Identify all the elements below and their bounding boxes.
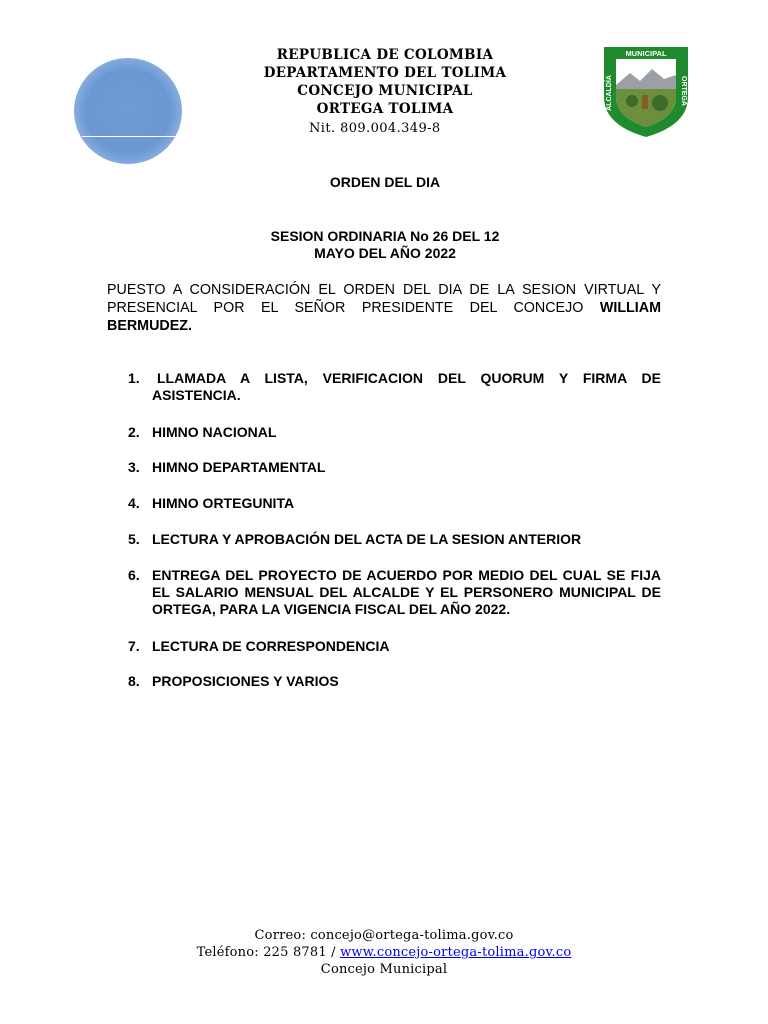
agenda-item-3 xyxy=(128,459,661,476)
intro-paragraph xyxy=(107,281,661,335)
agenda-text: ENTREGA DEL PROYECTO DE ACUERDO POR MEDIO DEL CUAL SE FIJA EL SALARIO MENSUAL DEL ALCALDE Y EL PERSONERO MUNICIPAL DE ORTEGA, PARA LA VIGENCIA FISCAL DEL AÑO 2022. xyxy=(152,567,661,617)
agenda-number: 3. xyxy=(128,459,140,475)
logo-text-alcaldia: ALCALDÍA xyxy=(606,75,613,111)
header-department: DEPARTAMENTO DEL TOLIMA xyxy=(263,65,507,81)
agenda-number: 6. xyxy=(128,567,140,583)
header-council: CONCEJO MUNICIPAL xyxy=(297,83,473,99)
agenda-number: 4. xyxy=(128,495,140,511)
agenda-number: 7. xyxy=(128,638,140,654)
agenda-text: LLAMADA A LISTA, VERIFICACION DEL QUORUM Y FIRMA DE ASISTENCIA. xyxy=(152,370,661,403)
agenda-item-5 xyxy=(128,531,661,548)
agenda-text: HIMNO DEPARTAMENTAL xyxy=(152,459,326,475)
agenda-item-2 xyxy=(128,424,661,441)
session-line-2: MAYO DEL AÑO 2022 xyxy=(314,245,456,261)
blurred-seal-image xyxy=(74,58,182,164)
agenda-number: 5. xyxy=(128,531,140,547)
agenda-text: PROPOSICIONES Y VARIOS xyxy=(152,673,339,689)
agenda-text: HIMNO ORTEGUNITA xyxy=(152,495,295,511)
municipal-shield-logo xyxy=(602,45,690,139)
footer-website-link[interactable]: www.concejo-ortega-tolima.gov.co xyxy=(340,945,572,960)
agenda-number: 8. xyxy=(128,673,140,689)
header-republic: REPUBLICA DE COLOMBIA xyxy=(276,47,494,63)
intro-text: PUESTO A CONSIDERACIÓN EL ORDEN DEL DIA DE LA SESION VIRTUAL Y PRESENCIAL POR EL SEÑOR PRESIDENTE DEL CONCEJO xyxy=(107,282,661,316)
footer-email: Correo: concejo@ortega-tolima.gov.co xyxy=(254,928,514,943)
logo-text-municipal: MUNICIPAL xyxy=(625,49,667,58)
session-line-1: SESION ORDINARIA No 26 DEL 12 xyxy=(270,228,500,244)
agenda-text: HIMNO NACIONAL xyxy=(152,424,277,440)
agenda-number: 1. xyxy=(128,370,140,386)
agenda-item-4 xyxy=(128,495,661,512)
header-nit: Nit. 809.004.349-8 xyxy=(309,121,441,136)
president-name: WILLIAM BERMUDEZ. xyxy=(107,300,661,334)
agenda-item-7 xyxy=(128,638,661,655)
header-municipality: ORTEGA TOLIMA xyxy=(316,101,454,117)
seal-divider xyxy=(82,136,182,137)
logo-text-ortega: ORTEGA xyxy=(680,76,687,106)
agenda-number: 2. xyxy=(128,424,140,440)
page-title: ORDEN DEL DIA xyxy=(329,174,441,190)
footer-org: Concejo Municipal xyxy=(320,962,448,977)
agenda-text: LECTURA DE CORRESPONDENCIA xyxy=(152,638,390,654)
agenda-item-1 xyxy=(128,370,661,404)
footer-phone: Teléfono: 225 8781 / xyxy=(196,945,341,960)
footer-contact xyxy=(150,945,618,960)
agenda-item-8 xyxy=(128,673,661,690)
agenda-text: LECTURA Y APROBACIÓN DEL ACTA DE LA SESION ANTERIOR xyxy=(152,531,582,547)
agenda-item-6 xyxy=(128,567,661,618)
